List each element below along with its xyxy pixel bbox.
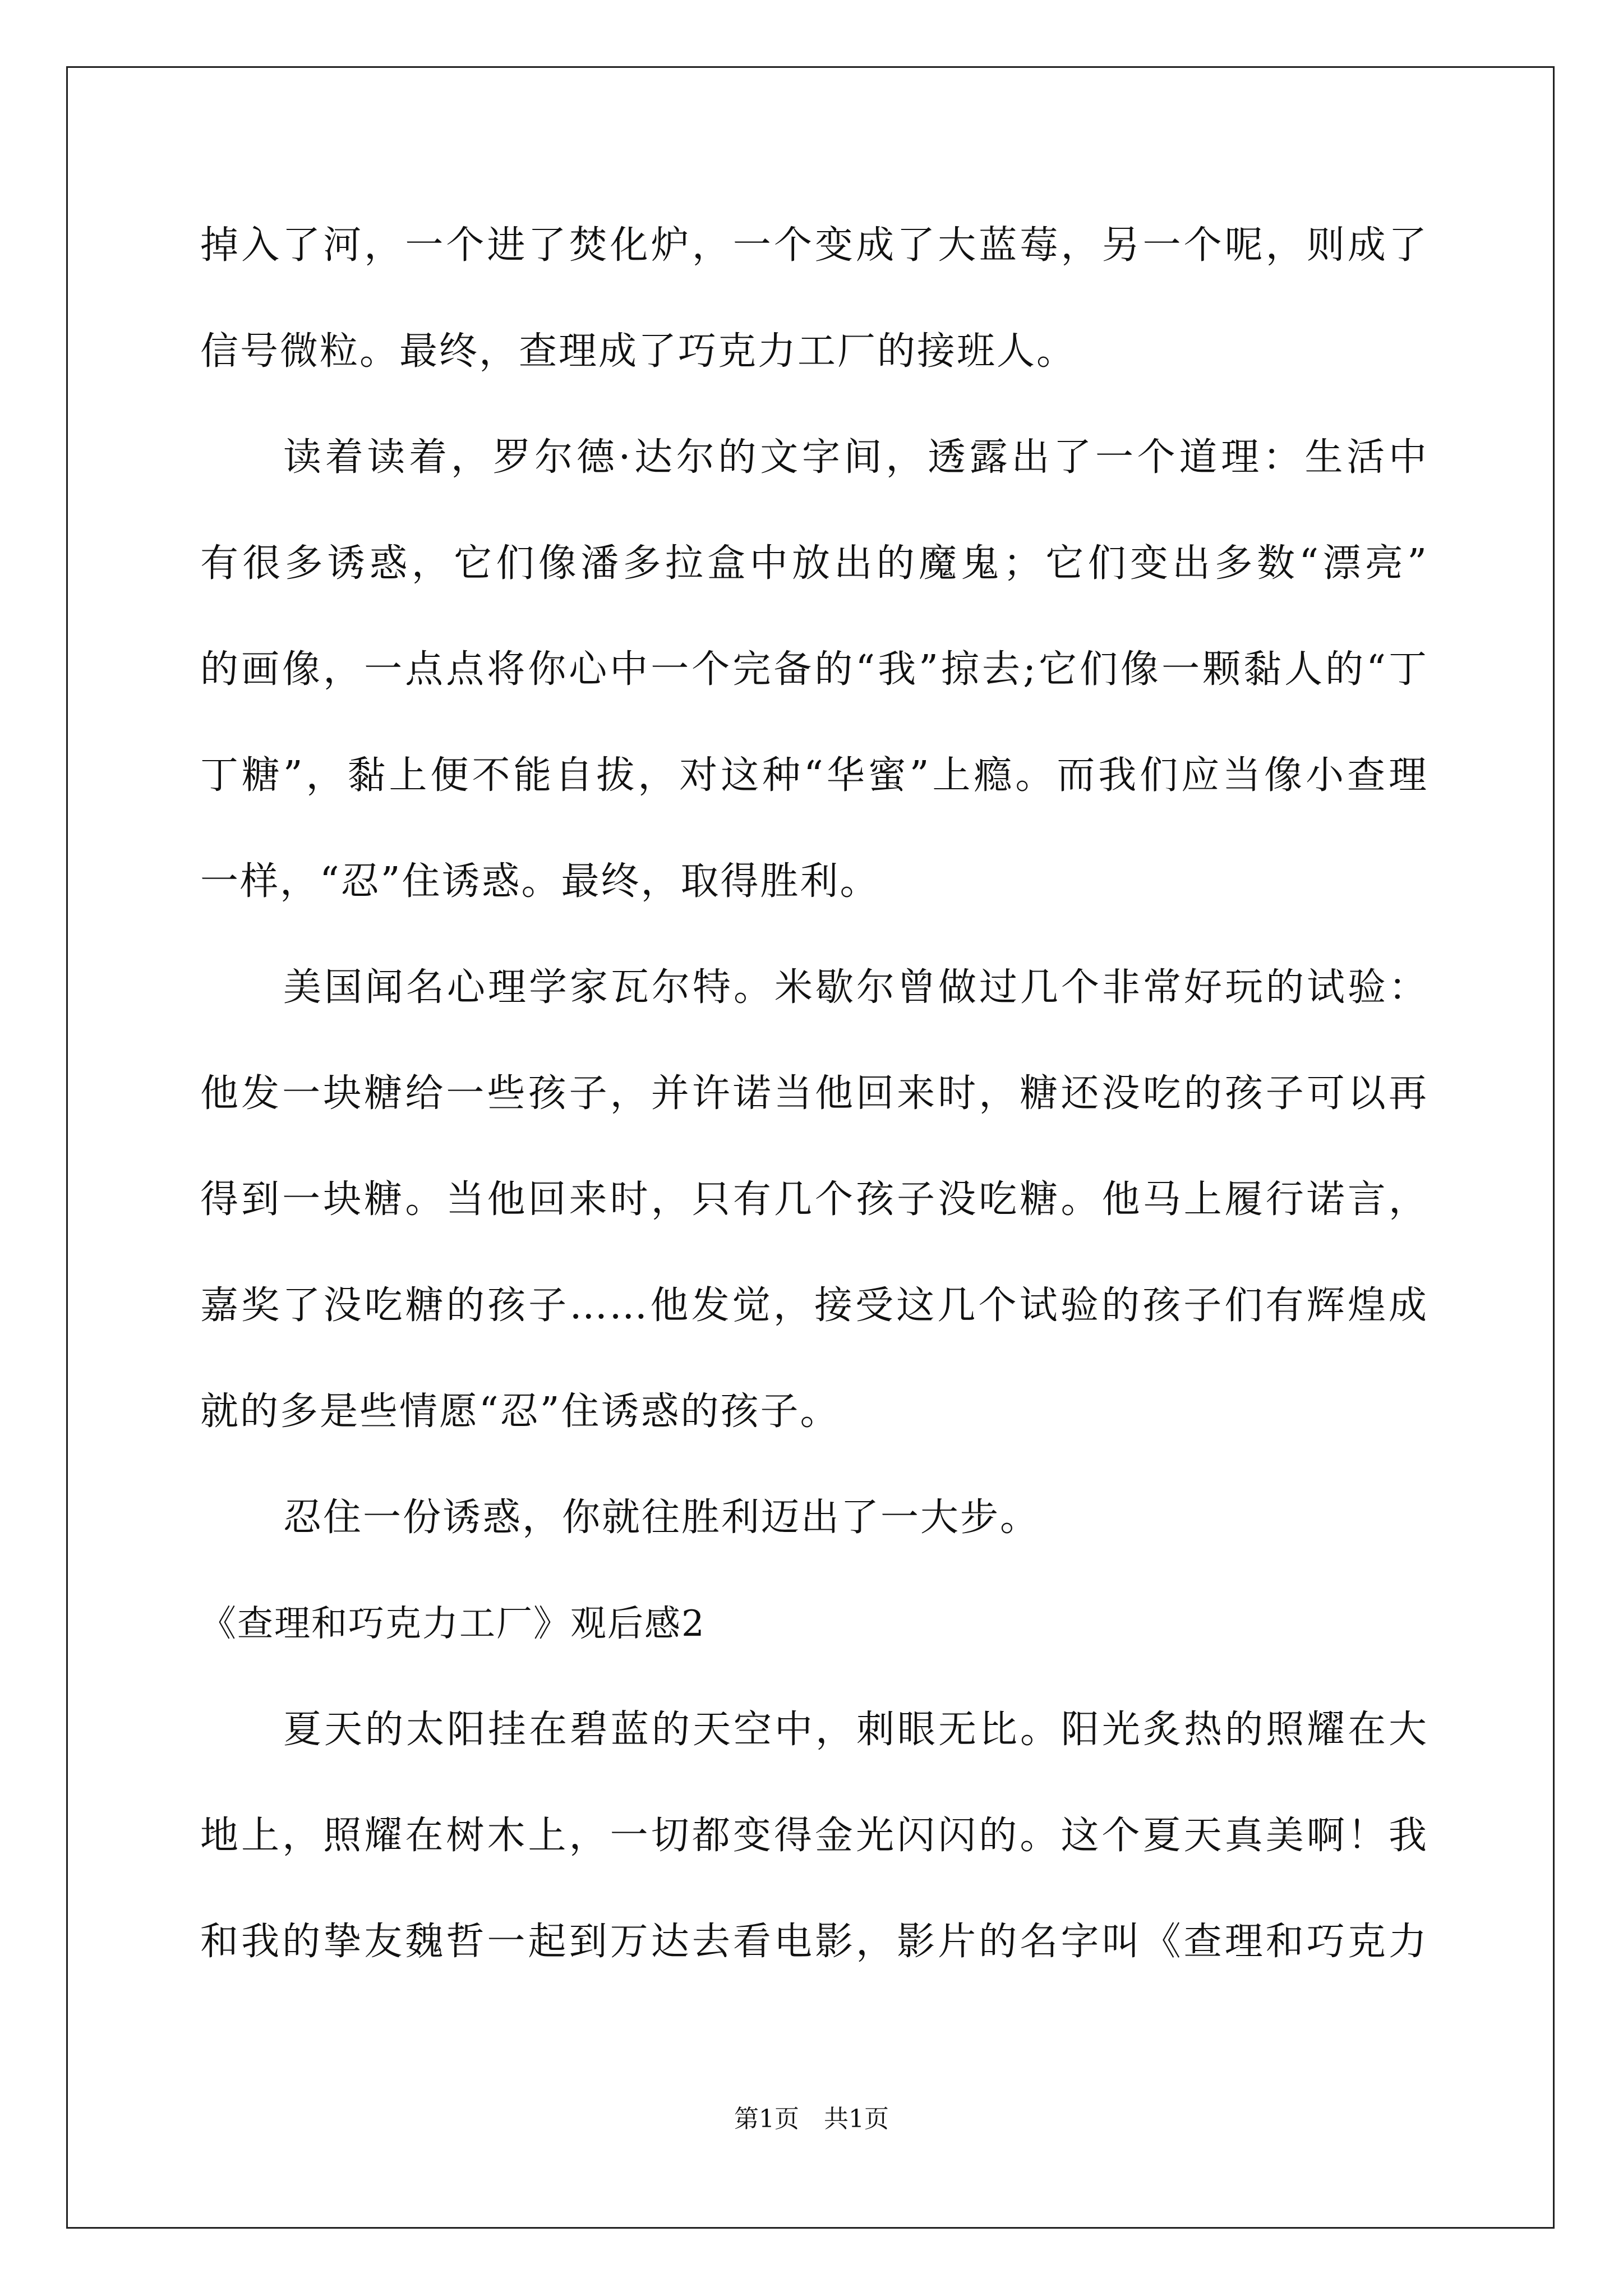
paragraph-first-line: 忍住一份诱惑，你就往胜利迈出了一大步。 [283,1496,1040,1540]
text-line: 就的多是些情愿“忍”住诱惑的孩子。 [200,1389,840,1434]
text-line: 得到一块糖。当他回来时，只有几个孩子没吃糖。他马上履行诺言， [200,1177,1428,1222]
text-line: 一样，“忍”住诱惑。最终，取得胜利。 [200,859,880,904]
text-line: 他发一块糖给一些孩子，并许诺当他回来时，糖还没吃的孩子可以再 [200,1071,1428,1116]
text-line: 信号微粒。最终，查理成了巧克力工厂的接班人。 [200,329,1077,374]
text-line: 地上，照耀在树木上，一切都变得金光闪闪的。这个夏天真美啊！我 [200,1814,1428,1858]
section-heading: 《查理和巧克力工厂》观后感2 [200,1603,706,1645]
paragraph-first-line: 读着读着，罗尔德·达尔的文字间，透露出了一个道理：生活中 [283,435,1428,480]
text-line: 掉入了河，一个进了焚化炉，一个变成了大蓝莓，另一个呢，则成了 [200,223,1428,268]
text-line: 有很多诱惑，它们像潘多拉盒中放出的魔鬼；它们变出多数“漂亮” [200,541,1428,586]
text-line: 和我的挚友魏哲一起到万达去看电影，影片的名字叫《查理和巧克力 [200,1920,1428,1964]
text-line: 丁糖”，黏上便不能自拔，对这种“华蜜”上瘾。而我们应当像小查理 [200,753,1428,798]
paragraph-first-line: 美国闻名心理学家瓦尔特。米歇尔曾做过几个非常好玩的试验： [283,965,1428,1010]
document-body [200,218,1428,2020]
paragraph-first-line: 夏天的太阳挂在碧蓝的天空中，刺眼无比。阳光炙热的照耀在大 [283,1708,1428,1752]
page-footer: 第1页 共1页 [734,2105,889,2133]
text-line: 的画像，一点点将你心中一个完备的“我”掠去;它们像一颗黏人的“丁 [200,647,1429,692]
text-line: 嘉奖了没吃糖的孩子……他发觉，接受这几个试验的孩子们有辉煌成 [200,1283,1428,1328]
